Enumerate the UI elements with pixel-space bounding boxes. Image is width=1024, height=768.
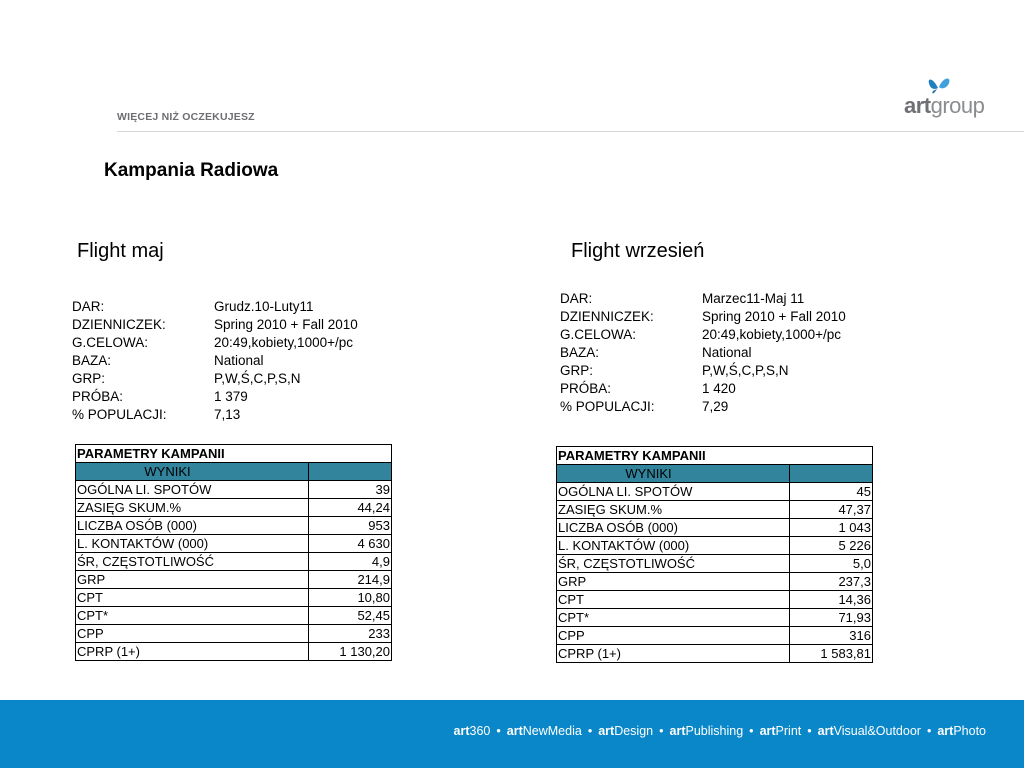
info-row: GRP: P,W,Ś,C,P,S,N xyxy=(72,371,301,386)
table-row: CPT* 52,45 xyxy=(77,607,390,623)
footer-brand-artpublishing: artPublishing xyxy=(669,724,744,738)
flight-heading-maj: Flight maj xyxy=(77,240,164,262)
table-row: LICZBA OSÓB (000) 953 xyxy=(77,517,390,533)
table-row: GRP 214,9 xyxy=(77,571,390,587)
info-row: DAR: Grudz.10-Luty11 xyxy=(72,299,314,314)
tagline: WIĘCEJ NIŻ OCZEKUJESZ xyxy=(117,111,255,123)
info-row: DAR: Marzec11-Maj 11 xyxy=(560,291,805,306)
table-row: CPT 10,80 xyxy=(77,589,390,605)
artgroup-logo xyxy=(902,74,992,124)
info-row: BAZA: National xyxy=(560,345,752,360)
table-row: ŚR, CZĘSTOTLIWOŚĆ 4,9 xyxy=(77,553,390,569)
info-row: BAZA: National xyxy=(72,353,264,368)
table-row: CPT 14,36 xyxy=(558,591,871,607)
table-subheader: WYNIKI xyxy=(557,465,790,483)
footer-brand-artphoto: artPhoto xyxy=(937,724,986,738)
flight-info-maj xyxy=(72,298,358,424)
table-row: L. KONTAKTÓW (000) 4 630 xyxy=(77,535,390,551)
table-row: CPP 316 xyxy=(558,627,871,643)
campaign-params-table-maj xyxy=(75,444,392,661)
footer-brand-art360: art360 xyxy=(453,724,491,738)
table-row: OGÓLNA LI. SPOTÓW 45 xyxy=(558,483,871,499)
footer-brand-artvisual: artVisual&Outdoor xyxy=(817,724,921,738)
info-row: % POPULACJI: 7,13 xyxy=(72,407,241,422)
info-row: G.CELOWA: 20:49,kobiety,1000+/pc xyxy=(72,335,353,350)
table-row: LICZBA OSÓB (000) 1 043 xyxy=(558,519,871,535)
footer-brand-artnewmedia: artNewMedia xyxy=(506,724,582,738)
flight-info-wrzesien xyxy=(560,290,846,416)
flight-heading-wrzesien: Flight wrzesień xyxy=(571,240,705,262)
table-row: CPRP (1+) 1 583,81 xyxy=(558,645,871,661)
logo-wordmark: artgroup xyxy=(904,93,985,118)
info-row: DZIENNICZEK: Spring 2010 + Fall 2010 xyxy=(560,309,846,324)
footer-brand-artdesign: artDesign xyxy=(598,724,654,738)
table-row: OGÓLNA LI. SPOTÓW 39 xyxy=(77,481,390,497)
table-header: PARAMETRY KAMPANII xyxy=(76,445,392,463)
footer-brand-artprint: artPrint xyxy=(759,724,802,738)
table-row: L. KONTAKTÓW (000) 5 226 xyxy=(558,537,871,553)
footer-brands: art360 • artNewMedia • artDesign • artPublishing • artPrint • artVisual&Outdoor • artPhoto xyxy=(453,724,986,738)
campaign-params-table-wrzesien xyxy=(556,446,873,663)
info-row: GRP: P,W,Ś,C,P,S,N xyxy=(560,363,789,378)
table-row: CPT* 71,93 xyxy=(558,609,871,625)
info-row: PRÓBA: 1 379 xyxy=(72,389,248,404)
table-row: CPRP (1+) 1 130,20 xyxy=(77,643,390,659)
table-subheader: WYNIKI xyxy=(76,463,309,481)
info-row: % POPULACJI: 7,29 xyxy=(560,399,729,414)
table-row: CPP 233 xyxy=(77,625,390,641)
info-row: G.CELOWA: 20:49,kobiety,1000+/pc xyxy=(560,327,841,342)
table-row: GRP 237,3 xyxy=(558,573,871,589)
info-row: PRÓBA: 1 420 xyxy=(560,381,736,396)
footer-bar xyxy=(0,700,1024,768)
table-row: ZASIĘG SKUM.% 44,24 xyxy=(77,499,390,515)
table-row: ŚR, CZĘSTOTLIWOŚĆ 5,0 xyxy=(558,555,871,571)
info-row: DZIENNICZEK: Spring 2010 + Fall 2010 xyxy=(72,317,358,332)
page-title: Kampania Radiowa xyxy=(104,160,279,181)
table-header: PARAMETRY KAMPANII xyxy=(557,447,873,465)
header-divider xyxy=(117,131,1024,132)
table-row: ZASIĘG SKUM.% 47,37 xyxy=(558,501,871,517)
